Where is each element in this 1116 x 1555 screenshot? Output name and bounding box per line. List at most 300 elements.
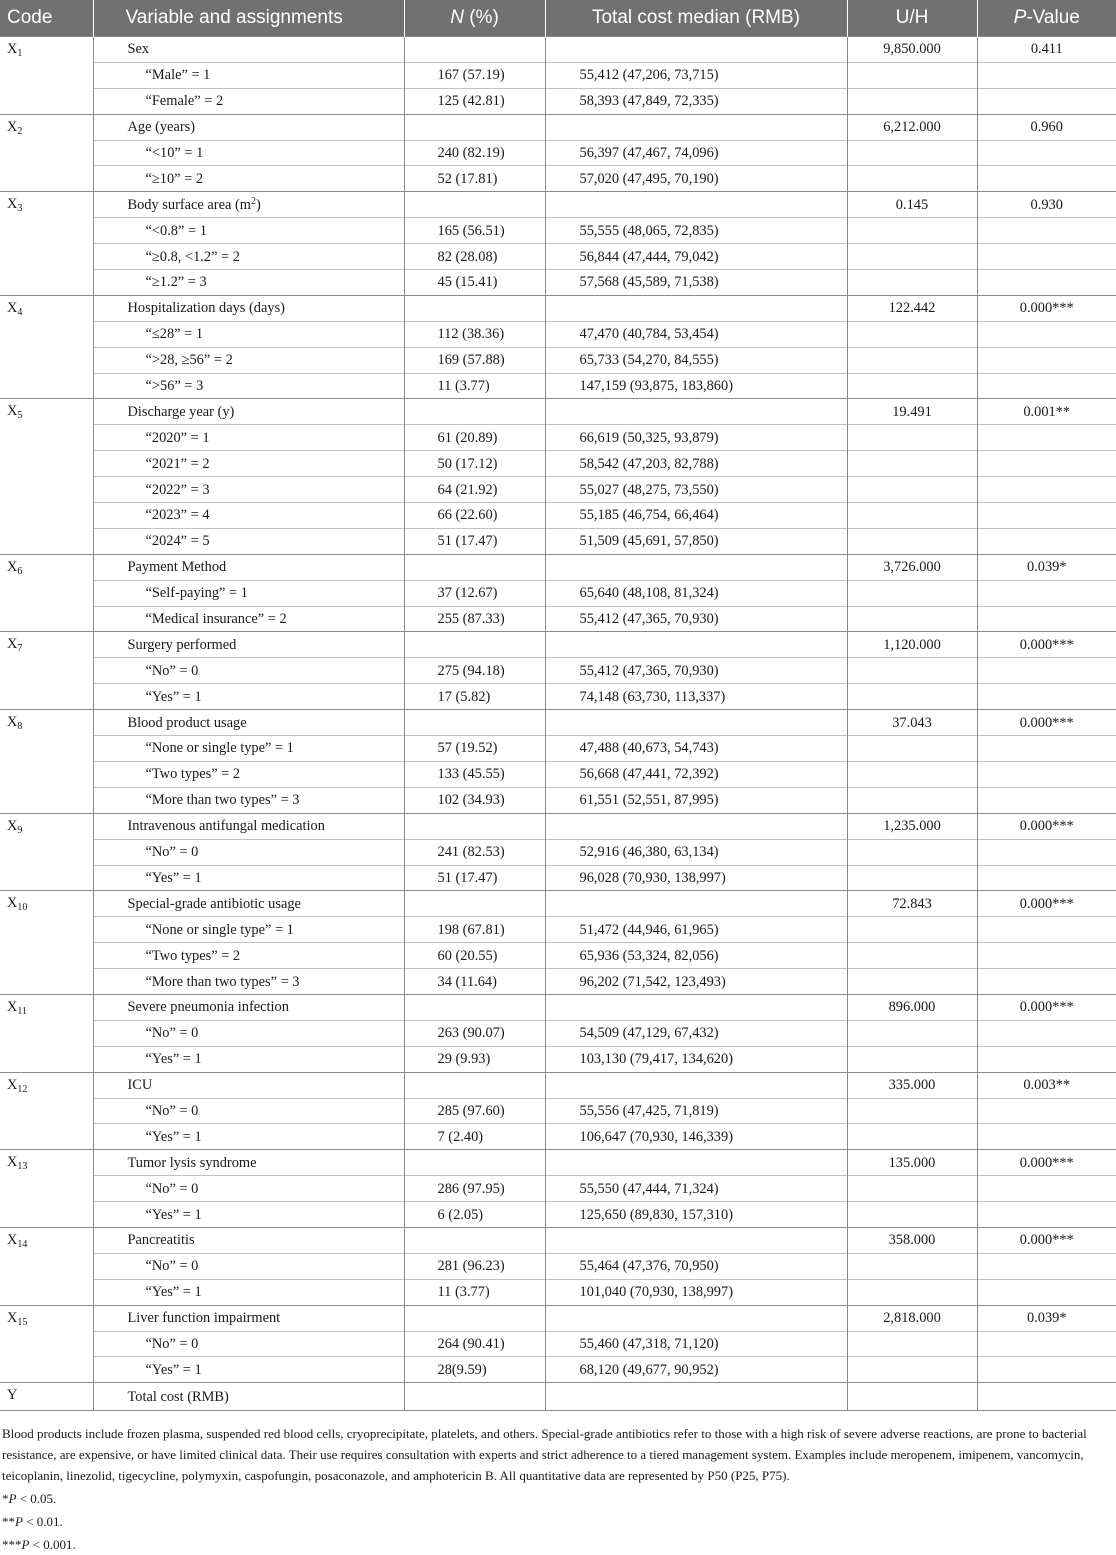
n-cell xyxy=(404,1072,545,1098)
assignment-label: “2024” = 5 xyxy=(93,528,404,554)
variable-name xyxy=(93,399,404,425)
p-cell xyxy=(977,969,1116,995)
variable-row xyxy=(0,710,1116,736)
assignment-label: “<0.8” = 1 xyxy=(93,218,404,244)
assignment-row xyxy=(0,787,1116,813)
u-h-cell xyxy=(847,787,977,813)
assignment-row xyxy=(0,606,1116,632)
n-percent-value: 61 (20.89) xyxy=(404,425,545,451)
footnote xyxy=(2,1511,1114,1532)
code-subscript: 11 xyxy=(17,1005,28,1017)
assignment-row xyxy=(0,373,1116,399)
u-h-value: 72.843 xyxy=(847,891,977,917)
header-p-value xyxy=(977,0,1116,37)
u-h-cell xyxy=(847,218,977,244)
p-value: 0.000*** xyxy=(977,295,1116,321)
assignment-row xyxy=(0,218,1116,244)
assignment-label: “≤28” = 1 xyxy=(93,321,404,347)
u-h-cell xyxy=(847,580,977,606)
total-cost-value: 96,028 (70,930, 138,997) xyxy=(545,865,847,891)
variable-name-text: Pancreatitis xyxy=(127,1232,195,1249)
header-n-letter: N xyxy=(450,7,464,28)
u-h-cell xyxy=(847,1124,977,1150)
footnote-p: P xyxy=(21,1537,30,1553)
variable-name-text: Severe pneumonia infection xyxy=(127,999,289,1016)
variable-name-text: Surgery performed xyxy=(127,636,237,653)
p-value: 0.411 xyxy=(977,37,1116,63)
code-cell xyxy=(0,710,93,814)
code-letter: X xyxy=(7,636,18,653)
variable-name xyxy=(93,1150,404,1176)
variable-name-text: Intravenous antifungal medication xyxy=(127,818,325,835)
assignment-row xyxy=(0,839,1116,865)
assignment-row xyxy=(0,477,1116,503)
assignment-row xyxy=(0,1331,1116,1357)
n-percent-value: 17 (5.82) xyxy=(404,684,545,710)
p-cell xyxy=(977,736,1116,762)
assignment-label: “>56” = 3 xyxy=(93,373,404,399)
cost-cell xyxy=(545,37,847,63)
cost-cell xyxy=(545,114,847,140)
u-h-cell xyxy=(847,1202,977,1228)
n-percent-value: 264 (90.41) xyxy=(404,1331,545,1357)
variable-name-text: Blood product usage xyxy=(127,714,247,731)
n-percent-value: 45 (15.41) xyxy=(404,270,545,296)
assignment-row xyxy=(0,1357,1116,1383)
p-cell xyxy=(977,270,1116,296)
variable-name xyxy=(93,192,404,218)
n-percent-value: 28(9.59) xyxy=(404,1357,545,1383)
u-h-cell xyxy=(847,425,977,451)
code-subscript: 7 xyxy=(17,643,23,655)
variable-name xyxy=(93,994,404,1020)
variable-name-text: ICU xyxy=(127,1077,153,1094)
variable-name-text: Total cost (RMB) xyxy=(127,1388,229,1405)
u-h-cell xyxy=(847,606,977,632)
variable-row xyxy=(0,295,1116,321)
assignment-row xyxy=(0,658,1116,684)
n-percent-value: 169 (57.88) xyxy=(404,347,545,373)
u-h-value: 3,726.000 xyxy=(847,554,977,580)
n-percent-value: 133 (45.55) xyxy=(404,761,545,787)
assignment-row xyxy=(0,425,1116,451)
p-cell xyxy=(977,425,1116,451)
u-h-cell xyxy=(847,321,977,347)
variable-name xyxy=(93,632,404,658)
assignment-label: “More than two types” = 3 xyxy=(93,969,404,995)
assignment-row xyxy=(0,451,1116,477)
n-cell xyxy=(404,1150,545,1176)
code-cell xyxy=(0,994,93,1072)
assignment-row xyxy=(0,580,1116,606)
assignment-label: “Yes” = 1 xyxy=(93,865,404,891)
u-h-value: 135.000 xyxy=(847,1150,977,1176)
assignment-row xyxy=(0,503,1116,529)
variable-row xyxy=(0,1383,1116,1411)
code-letter: X xyxy=(7,1309,18,1326)
cost-cell xyxy=(545,554,847,580)
code-cell xyxy=(0,37,93,115)
code-cell xyxy=(0,554,93,632)
n-cell xyxy=(404,114,545,140)
code-subscript: 13 xyxy=(17,1161,28,1173)
code-cell xyxy=(0,1150,93,1228)
code-letter: X xyxy=(7,403,18,420)
variable-row xyxy=(0,813,1116,839)
u-h-cell xyxy=(847,451,977,477)
footnote-p: P xyxy=(8,1491,17,1507)
code-subscript: 3 xyxy=(17,203,23,215)
p-cell xyxy=(977,528,1116,554)
p-cell xyxy=(977,865,1116,891)
total-cost-value: 74,148 (63,730, 113,337) xyxy=(545,684,847,710)
p-value xyxy=(977,1383,1116,1411)
variable-name-text: Sex xyxy=(127,41,150,58)
code-letter: X xyxy=(7,1154,18,1171)
total-cost-value: 55,027 (48,275, 73,550) xyxy=(545,477,847,503)
variable-name xyxy=(93,1072,404,1098)
variable-row xyxy=(0,192,1116,218)
total-cost-value: 55,412 (47,365, 70,930) xyxy=(545,658,847,684)
code-subscript: 10 xyxy=(17,902,28,914)
variable-row xyxy=(0,399,1116,425)
code-cell xyxy=(0,1383,93,1411)
p-cell xyxy=(977,451,1116,477)
variable-name-text: Body surface area (m xyxy=(127,196,251,213)
total-cost-value: 51,509 (45,691, 57,850) xyxy=(545,528,847,554)
variable-name-superscript: 2 xyxy=(250,195,256,207)
u-h-value: 1,120.000 xyxy=(847,632,977,658)
variable-row xyxy=(0,1227,1116,1253)
assignment-label: “≥10” = 2 xyxy=(93,166,404,192)
n-percent-value: 64 (21.92) xyxy=(404,477,545,503)
assignment-label: “2020” = 1 xyxy=(93,425,404,451)
variable-name-text: Discharge year (y) xyxy=(127,403,235,420)
p-cell xyxy=(977,321,1116,347)
p-cell xyxy=(977,1020,1116,1046)
p-value: 0.000*** xyxy=(977,1150,1116,1176)
n-percent-value: 51 (17.47) xyxy=(404,865,545,891)
assignment-row xyxy=(0,1124,1116,1150)
u-h-cell xyxy=(847,166,977,192)
u-h-cell xyxy=(847,1279,977,1305)
variable-row xyxy=(0,1305,1116,1331)
assignment-label: “≥1.2” = 3 xyxy=(93,270,404,296)
p-cell xyxy=(977,761,1116,787)
n-percent-value: 34 (11.64) xyxy=(404,969,545,995)
assignment-label: “Yes” = 1 xyxy=(93,1202,404,1228)
cost-cell xyxy=(545,1072,847,1098)
code-letter: X xyxy=(7,1076,18,1093)
total-cost-value: 51,472 (44,946, 61,965) xyxy=(545,917,847,943)
total-cost-value: 58,542 (47,203, 82,788) xyxy=(545,451,847,477)
p-cell xyxy=(977,373,1116,399)
code-cell xyxy=(0,1227,93,1305)
u-h-cell xyxy=(847,969,977,995)
n-percent-value: 112 (38.36) xyxy=(404,321,545,347)
u-h-value: 896.000 xyxy=(847,994,977,1020)
assignment-label: “2021” = 2 xyxy=(93,451,404,477)
code-subscript: 14 xyxy=(17,1238,28,1250)
u-h-value: 6,212.000 xyxy=(847,114,977,140)
assignment-row xyxy=(0,1279,1116,1305)
cost-cell xyxy=(545,1150,847,1176)
cost-cell xyxy=(545,399,847,425)
total-cost-value: 61,551 (52,551, 87,995) xyxy=(545,787,847,813)
total-cost-value: 66,619 (50,325, 93,879) xyxy=(545,425,847,451)
assignment-label: “Yes” = 1 xyxy=(93,1279,404,1305)
code-subscript: 5 xyxy=(17,410,23,422)
header-variable-text: Variable and assignments xyxy=(125,7,343,28)
assignment-label: “Yes” = 1 xyxy=(93,1357,404,1383)
total-cost-value: 55,464 (47,376, 70,950) xyxy=(545,1253,847,1279)
u-h-cell xyxy=(847,88,977,114)
code-subscript: 1 xyxy=(17,48,23,59)
assignment-row xyxy=(0,270,1116,296)
n-percent-value: 281 (96.23) xyxy=(404,1253,545,1279)
code-subscript: 8 xyxy=(17,721,23,733)
table-notes xyxy=(0,1411,1116,1555)
n-cell xyxy=(404,554,545,580)
code-letter: X xyxy=(7,558,18,575)
assignment-row xyxy=(0,761,1116,787)
n-cell xyxy=(404,295,545,321)
n-cell xyxy=(404,813,545,839)
assignment-label: “No” = 0 xyxy=(93,658,404,684)
variable-name-text: Tumor lysis syndrome xyxy=(127,1154,257,1171)
u-h-value: 37.043 xyxy=(847,710,977,736)
p-cell xyxy=(977,1202,1116,1228)
notes-text: Blood products include frozen plasma, suspended red blood cells, cryoprecipitate, platelets, and others. Special-grade antibiotics refer to those with a high risk of severe adverse reactions, are prone to bacterial resistance, are expensive, or have limited clinical data. Their use requires consultation with experts and strict adherence to a tiered management system. Examples include meropenem, imipenem, vancomycin, teicoplanin, linezolid, tigecycline, polymyxin, caspofungin, posaconazole, and amphotericin B. All quantitative data are represented by P50 (P25, P75). xyxy=(2,1426,1087,1484)
total-cost-value: 65,640 (48,108, 81,324) xyxy=(545,580,847,606)
n-percent-value: 275 (94.18) xyxy=(404,658,545,684)
total-cost-value: 125,650 (89,830, 157,310) xyxy=(545,1202,847,1228)
assignment-row xyxy=(0,347,1116,373)
code-letter: X xyxy=(7,118,18,135)
u-h-cell xyxy=(847,761,977,787)
p-cell xyxy=(977,1357,1116,1383)
n-percent-value: 286 (97.95) xyxy=(404,1176,545,1202)
total-cost-value: 55,185 (46,754, 66,464) xyxy=(545,503,847,529)
cost-cell xyxy=(545,1305,847,1331)
p-cell xyxy=(977,1331,1116,1357)
assignment-row xyxy=(0,1202,1116,1228)
total-cost-value: 54,509 (47,129, 67,432) xyxy=(545,1020,847,1046)
n-percent-value: 51 (17.47) xyxy=(404,528,545,554)
code-letter: Y xyxy=(7,1387,18,1404)
u-h-cell xyxy=(847,477,977,503)
p-cell xyxy=(977,218,1116,244)
total-cost-value: 55,412 (47,206, 73,715) xyxy=(545,62,847,88)
p-value: 0.000*** xyxy=(977,891,1116,917)
assignment-label: “Yes” = 1 xyxy=(93,1124,404,1150)
n-cell xyxy=(404,399,545,425)
total-cost-value: 52,916 (46,380, 63,134) xyxy=(545,839,847,865)
total-cost-value: 55,556 (47,425, 71,819) xyxy=(545,1098,847,1124)
u-h-cell xyxy=(847,1046,977,1072)
n-percent-value: 37 (12.67) xyxy=(404,580,545,606)
code-cell xyxy=(0,1072,93,1150)
assignment-label: “More than two types” = 3 xyxy=(93,787,404,813)
total-cost-value: 106,647 (70,930, 146,339) xyxy=(545,1124,847,1150)
n-percent-value: 125 (42.81) xyxy=(404,88,545,114)
p-value: 0.039* xyxy=(977,554,1116,580)
total-cost-value: 47,488 (40,673, 54,743) xyxy=(545,736,847,762)
total-cost-value: 57,020 (47,495, 70,190) xyxy=(545,166,847,192)
total-cost-value: 147,159 (93,875, 183,860) xyxy=(545,373,847,399)
header-variable xyxy=(93,0,404,37)
code-cell xyxy=(0,192,93,296)
code-letter: X xyxy=(7,41,18,57)
n-percent-value: 241 (82.53) xyxy=(404,839,545,865)
n-percent-value: 29 (9.93) xyxy=(404,1046,545,1072)
code-letter: X xyxy=(7,895,18,912)
assignment-row xyxy=(0,244,1116,270)
variable-row xyxy=(0,1072,1116,1098)
footnote-threshold: < 0.01. xyxy=(22,1514,63,1530)
variable-name xyxy=(93,1305,404,1331)
p-value: 0.000*** xyxy=(977,994,1116,1020)
total-cost-value: 57,568 (45,589, 71,538) xyxy=(545,270,847,296)
footnote-list xyxy=(2,1488,1114,1555)
assignment-label: “None or single type” = 1 xyxy=(93,736,404,762)
u-h-cell xyxy=(847,658,977,684)
n-percent-value: 66 (22.60) xyxy=(404,503,545,529)
cost-cell xyxy=(545,710,847,736)
cost-cell xyxy=(545,1227,847,1253)
variable-name xyxy=(93,710,404,736)
p-value: 0.930 xyxy=(977,192,1116,218)
cost-cell xyxy=(545,994,847,1020)
assignment-label: “No” = 0 xyxy=(93,1098,404,1124)
assignment-row xyxy=(0,1176,1116,1202)
footnote-threshold: < 0.05. xyxy=(16,1491,57,1507)
table-body xyxy=(0,37,1116,1411)
u-h-cell xyxy=(847,917,977,943)
assignment-row xyxy=(0,88,1116,114)
assignment-label: “<10” = 1 xyxy=(93,140,404,166)
p-value: 0.960 xyxy=(977,114,1116,140)
variable-name xyxy=(93,1383,404,1411)
total-cost-value: 56,397 (47,467, 74,096) xyxy=(545,140,847,166)
n-percent-value: 263 (90.07) xyxy=(404,1020,545,1046)
variable-name xyxy=(93,295,404,321)
total-cost-value: 58,393 (47,849, 72,335) xyxy=(545,88,847,114)
code-subscript: 15 xyxy=(17,1316,28,1328)
assignment-label: “Two types” = 2 xyxy=(93,943,404,969)
variable-name xyxy=(93,37,404,63)
p-cell xyxy=(977,684,1116,710)
p-value: 0.039* xyxy=(977,1305,1116,1331)
p-cell xyxy=(977,917,1116,943)
u-h-value: 335.000 xyxy=(847,1072,977,1098)
n-percent-value: 255 (87.33) xyxy=(404,606,545,632)
p-cell xyxy=(977,839,1116,865)
n-percent-value: 60 (20.55) xyxy=(404,943,545,969)
u-h-cell xyxy=(847,503,977,529)
header-p-suffix: -Value xyxy=(1026,7,1080,28)
n-percent-value: 102 (34.93) xyxy=(404,787,545,813)
n-percent-value: 167 (57.19) xyxy=(404,62,545,88)
n-cell xyxy=(404,1383,545,1411)
u-h-value: 2,818.000 xyxy=(847,1305,977,1331)
code-cell xyxy=(0,891,93,995)
assignment-row xyxy=(0,140,1116,166)
n-percent-value: 11 (3.77) xyxy=(404,373,545,399)
assignment-row xyxy=(0,684,1116,710)
code-letter: X xyxy=(7,1231,18,1248)
n-percent-value: 57 (19.52) xyxy=(404,736,545,762)
total-cost-value: 47,470 (40,784, 53,454) xyxy=(545,321,847,347)
header-code: Code xyxy=(0,0,93,37)
total-cost-value: 96,202 (71,542, 123,493) xyxy=(545,969,847,995)
u-h-cell xyxy=(847,943,977,969)
header-total-cost: Total cost median (RMB) xyxy=(545,0,847,37)
total-cost-value: 56,668 (47,441, 72,392) xyxy=(545,761,847,787)
u-h-value: 0.145 xyxy=(847,192,977,218)
p-cell xyxy=(977,1253,1116,1279)
code-subscript: 6 xyxy=(17,565,23,577)
assignment-label: “None or single type” = 1 xyxy=(93,917,404,943)
variable-row xyxy=(0,891,1116,917)
assignment-label: “2023” = 4 xyxy=(93,503,404,529)
u-h-value: 358.000 xyxy=(847,1227,977,1253)
assignment-label: “Medical insurance” = 2 xyxy=(93,606,404,632)
p-value: 0.000*** xyxy=(977,710,1116,736)
n-percent-value: 240 (82.19) xyxy=(404,140,545,166)
n-percent-value: 7 (2.40) xyxy=(404,1124,545,1150)
code-cell xyxy=(0,295,93,399)
total-cost-value: 55,412 (47,365, 70,930) xyxy=(545,606,847,632)
variable-row xyxy=(0,994,1116,1020)
assignment-row xyxy=(0,62,1116,88)
code-letter: X xyxy=(7,196,18,213)
total-cost-value: 56,844 (47,444, 79,042) xyxy=(545,244,847,270)
assignment-label: “Yes” = 1 xyxy=(93,684,404,710)
variable-row xyxy=(0,1150,1116,1176)
assignment-label: “>28, ≥56” = 2 xyxy=(93,347,404,373)
p-cell xyxy=(977,62,1116,88)
variable-name-text: Age (years) xyxy=(127,119,196,136)
u-h-value: 1,235.000 xyxy=(847,813,977,839)
assignment-row xyxy=(0,943,1116,969)
u-h-cell xyxy=(847,1098,977,1124)
p-cell xyxy=(977,658,1116,684)
footnote-threshold: < 0.001. xyxy=(29,1537,76,1553)
total-cost-value: 103,130 (79,417, 134,620) xyxy=(545,1046,847,1072)
variable-name xyxy=(93,1227,404,1253)
cost-cell xyxy=(545,1383,847,1411)
assignment-label: “No” = 0 xyxy=(93,1176,404,1202)
p-cell xyxy=(977,166,1116,192)
assignment-row xyxy=(0,1020,1116,1046)
total-cost-value: 68,120 (49,677, 90,952) xyxy=(545,1357,847,1383)
n-cell xyxy=(404,994,545,1020)
p-cell xyxy=(977,88,1116,114)
variable-name xyxy=(93,891,404,917)
p-value: 0.000*** xyxy=(977,632,1116,658)
variable-name-text: Payment Method xyxy=(127,559,227,576)
n-percent-value: 285 (97.60) xyxy=(404,1098,545,1124)
p-value: 0.001** xyxy=(977,399,1116,425)
n-cell xyxy=(404,1305,545,1331)
assignment-label: “No” = 0 xyxy=(93,839,404,865)
variable-row xyxy=(0,114,1116,140)
assignment-label: “≥0.8, <1.2” = 2 xyxy=(93,244,404,270)
variable-name xyxy=(93,813,404,839)
u-h-value: 9,850.000 xyxy=(847,37,977,63)
code-cell xyxy=(0,632,93,710)
